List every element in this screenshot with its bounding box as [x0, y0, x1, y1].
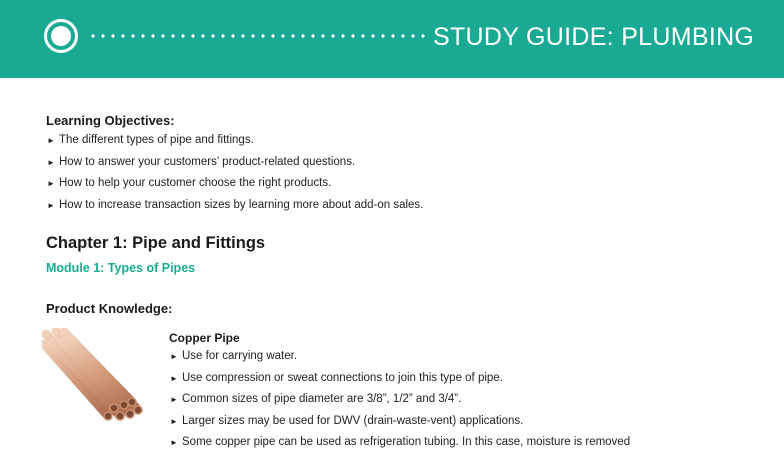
chapter-title: Chapter 1: Pipe and Fittings — [46, 234, 266, 252]
bullet-icon: ► — [47, 200, 55, 210]
list-item: ► Use compression or sweat connections to join this type of pipe. — [169, 368, 630, 390]
list-item: ► How to answer your customers’ product-related questions. — [46, 152, 423, 174]
bullet-icon: ► — [170, 373, 178, 383]
bullet-icon: ► — [170, 395, 178, 404]
bullet-icon: ► — [170, 352, 178, 361]
list-item: ► Common sizes of pipe diameter are 3/8”, 1/2” and 3/4”. — [169, 389, 630, 411]
bullet-icon: ► — [47, 179, 55, 188]
product-knowledge-heading: Product Knowledge: — [46, 301, 173, 316]
list-item: ► How to increase transaction sizes by learning more about add-on sales. — [46, 195, 423, 217]
learning-objectives-heading: Learning Objectives: — [46, 113, 175, 128]
header-banner — [0, 0, 784, 78]
list-item: ► Some copper pipe can be used as refrigeration tubing. In this case, moisture is removed — [169, 432, 630, 454]
list-item: ► Use for carrying water. — [169, 346, 630, 368]
product-title: Copper Pipe — [169, 331, 240, 345]
dotted-line — [88, 34, 428, 38]
bullet-icon: ► — [47, 136, 55, 145]
list-item: ► How to help your customer choose the right products. — [46, 173, 423, 195]
bullet-icon: ► — [170, 438, 178, 447]
circle-logo-icon — [44, 19, 78, 53]
copper-pipes-image — [42, 328, 154, 428]
module-title: Module 1: Types of Pipes — [46, 261, 196, 275]
page-title: STUDY GUIDE: PLUMBING — [433, 23, 755, 51]
list-item: ► Larger sizes may be used for DWV (drain-waste-vent) applications. — [169, 411, 630, 433]
learning-objectives-list — [46, 130, 423, 216]
copper-pipe-list — [169, 346, 630, 454]
bullet-icon: ► — [47, 157, 55, 167]
bullet-icon: ► — [170, 416, 178, 426]
list-item: ► The different types of pipe and fittings. — [46, 130, 423, 152]
